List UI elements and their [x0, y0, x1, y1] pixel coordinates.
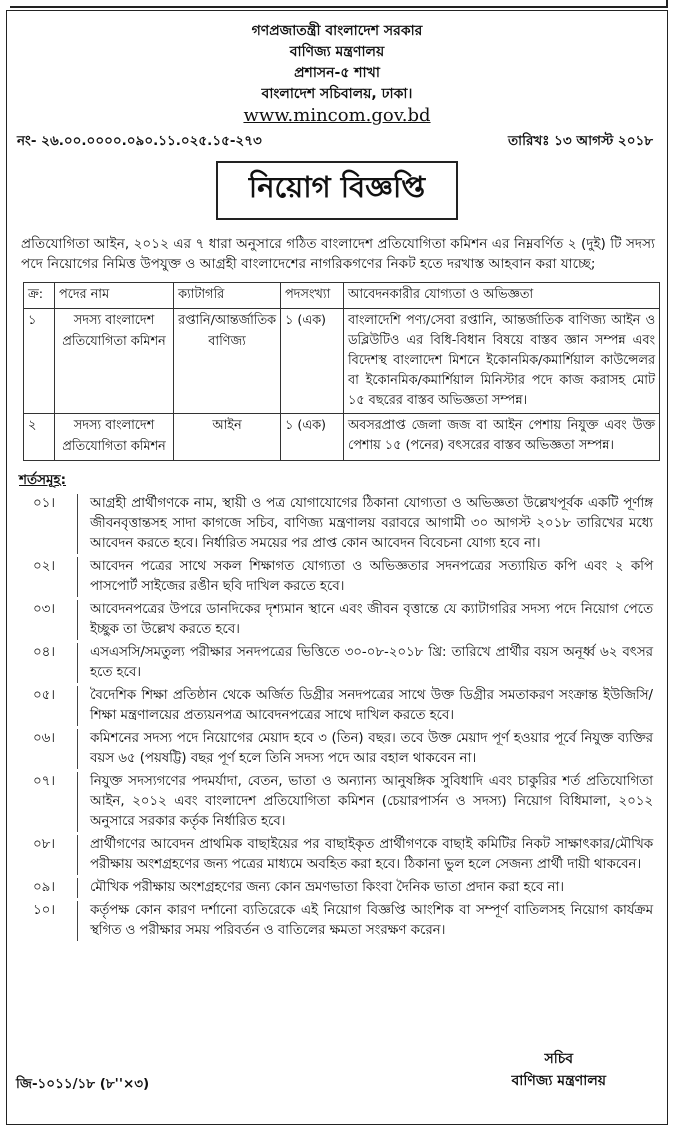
- table-row: [24, 414, 660, 461]
- condition-text: নিযুক্ত সদস্যগণের পদমর্যাদা, বেতন, ভাতা ও অন্যান্য আনুষঙ্গিক সুবিধাদি এবং চাকুরির শর্ত প্রতিযোগিতা আইন, ২০১২ এবং বাংলাদেশ প্রতিযোগিতা কমিশন (চেয়ারপার্সন ও সদস্য) নিয়োগ বিধিমালা, ২০১২ অনুসারে সরকার কর্তৃক নির্ধারিত হবে।: [77, 772, 653, 832]
- office-address: বাংলাদেশ সচিবালয়, ঢাকা।: [261, 86, 413, 102]
- list-item: [19, 901, 653, 941]
- list-item: [19, 772, 653, 832]
- list-item: [19, 729, 653, 769]
- list-item: [19, 878, 653, 898]
- website-link[interactable]: www.mincom.gov.bd: [243, 105, 431, 126]
- row-post: সদস্য বাংলাদেশ প্রতিযোগিতা কমিশন: [55, 309, 174, 414]
- list-item: [19, 686, 653, 726]
- ministry-name: বাণিজ্য মন্ত্রণালয়: [289, 44, 385, 60]
- row-post: সদস্য বাংলাদেশ প্রতিযোগিতা কমিশন: [55, 414, 174, 461]
- row-count: ১ (এক): [281, 309, 344, 414]
- col-qualification: আবেদনকারীর যোগ্যতা ও অভিজ্ঞতা: [344, 283, 660, 309]
- letterhead: [7, 21, 667, 126]
- signatory-title: সচিব: [544, 1051, 574, 1067]
- condition-number: ০১।: [33, 496, 56, 511]
- col-post: পদের নাম: [55, 283, 174, 309]
- list-item: [19, 557, 653, 597]
- condition-text: কর্তৃপক্ষ কোন কারণ দর্শানো ব্যতিরেকে এই নিয়োগ বিজ্ঞপ্তি আংশিক বা সম্পূর্ণ বাতিলসহ নিয়োগ কার্যক্রম স্থগিত ও পরীক্ষার সময় পরিবর্তন ও বাতিলের ক্ষমতা সংরক্ষণ করেন।: [77, 901, 653, 941]
- reference-row: [7, 130, 667, 153]
- condition-text: মৌখিক পরীক্ষায় অংশগ্রহণের জন্য কোন ভ্রমণভাতা কিংবা দৈনিক ভাতা প্রদান করা হবে না।: [77, 878, 653, 898]
- row-qualification: অবসরপ্রাপ্ত জেলা জজ বা আইন পেশায় নিযুক্ত এবং উক্ত পেশায় ১৫ (পনের) বৎসরের বাস্তব অভিজ্ঞতা সম্পন্ন।: [344, 414, 660, 461]
- memo-number: নং- ২৬.০০.০০০০.০৯০.১১.০২৫.১৫-২৭৩: [17, 133, 262, 149]
- condition-number: ০৩।: [33, 602, 56, 617]
- row-count: ১ (এক): [281, 414, 344, 461]
- govt-name: গণপ্রজাতন্ত্রী বাংলাদেশ সরকার: [251, 23, 423, 39]
- condition-number: ০২।: [33, 559, 56, 574]
- condition-text: প্রার্থীগণের আবেদন প্রাথমিক বাছাইয়ের পর বাছাইকৃত প্রার্থীগণকে বাছাই কমিটির নিকট সাক্ষাৎকার/মৌখিক পরীক্ষায় অংশগ্রহণের জন্য পত্রের মাধ্যমে অবহিত করা হবে। ঠিকানা ভুল হলে সেজন্য প্রার্থী দায়ী থাকবেন।: [77, 835, 653, 875]
- condition-text: কমিশনের সদস্য পদে নিয়োগের মেয়াদ হবে ৩ (তিন) বছর। তবে উক্ত মেয়াদ পূর্ণ হওয়ার পূর্বে নিযুক্ত ব্যক্তির বয়স ৬৫ (পয়ষট্টি) বছর পূর্ণ হলে তিনি সদস্য পদে আর বহাল থাকবেন না।: [77, 729, 653, 769]
- notice-frame: [6, 10, 668, 1125]
- list-item: [19, 494, 653, 554]
- table-header-row: [24, 283, 660, 309]
- row-qualification: বাংলাদেশি পণ্য/সেবা রপ্তানি, আন্তর্জাতিক বাণিজ্য আইন ও ডব্লিউটিও এর বিধি-বিধান বিষয়ে বাস্তব জ্ঞান সম্পন্ন এবং বিদেশস্থ বাংলাদেশ মিশনে ইকোনমিক/কমার্শিয়াল কাউন্সেলর বা ইকোনমিক/কমার্শিয়াল মিনিস্টার পদে কাজ করাসহ মোট ১৫ বছরের বাস্তব অভিজ্ঞতা সম্পন্ন।: [344, 309, 660, 414]
- col-no: ক্র:: [24, 283, 55, 309]
- condition-number: ০৮।: [33, 837, 56, 852]
- condition-text: আবেদন পত্রের সাথে সকল শিক্ষাগত যোগ্যতা ও অভিজ্ঞতার সদনপত্রের সত্যায়িত কপি এবং ২ কপি পাসপোর্ট সাইজের রঙীন ছবি দাখিল করতে হবে।: [77, 557, 653, 597]
- condition-number: ০৪।: [33, 645, 56, 660]
- notice-title: নিয়োগ বিজ্ঞপ্তি: [216, 161, 458, 220]
- branch-name: প্রশাসন-৫ শাখা: [294, 65, 380, 81]
- condition-text: আগ্রহী প্রার্থীগণকে নাম, স্থায়ী ও পত্র যোগাযোগের ঠিকানা যোগ্যতা ও অভিজ্ঞতা উল্লেখপূর্বক একটি পূর্ণাঙ্গ জীবনবৃত্তান্তসহ সাদা কাগজে সচিব, বাণিজ্য মন্ত্রণালয় বরাবরে আগামী ৩০ আগস্ট ২০১৮ তারিখের মধ্যে আবেদন করতে হবে। নির্ধারিত সময়ের পর প্রাপ্ত কোন আবেদন বিবেচনা যোগ্য হবে না।: [77, 494, 653, 554]
- posts-table: [23, 282, 660, 461]
- signatory-ministry: বাণিজ্য মন্ত্রণালয়: [511, 1073, 606, 1089]
- condition-number: ১০।: [33, 903, 56, 918]
- condition-number: ০৭।: [33, 774, 56, 789]
- condition-text: আবেদনপত্রের উপরে ডানদিকের দৃশ্যমান স্থানে এবং জীবন বৃত্তান্তে যে ক্যাটাগরির সদস্য পদে নিয়োগ পেতে ইচ্ছুক তা উল্লেখ করতে হবে।: [77, 600, 653, 640]
- row-category: আইন: [174, 414, 281, 461]
- footer-code: জি-১০১১/১৮ (৮''×৩): [16, 1076, 150, 1092]
- list-item: [19, 600, 653, 640]
- intro-paragraph: প্রতিযোগিতা আইন, ২০১২ এর ৭ ধারা অনুসারে গঠিত বাংলাদেশ প্রতিযোগিতা কমিশন এর নিম্নবর্ণিত ২ (দুই) টি সদস্য পদে নিয়োগের নিমিত্ত উপযুক্ত ও আগ্রহী বাংলাদেশের নাগরিকগণের নিকট হতে দরখাস্ত আহবান করা যাচ্ছে;: [21, 236, 655, 272]
- col-category: ক্যাটাগরি: [174, 283, 281, 309]
- row-no: ১: [24, 309, 55, 414]
- conditions-heading: শর্তসমূহ:: [19, 472, 67, 488]
- condition-number: ০৬।: [33, 731, 56, 746]
- col-count: পদসংখ্যা: [281, 283, 344, 309]
- condition-number: ০৯।: [33, 880, 56, 895]
- row-category: রপ্তানি/আন্তর্জাতিক বাণিজ্য: [174, 309, 281, 414]
- list-item: [19, 643, 653, 683]
- notice-date: তারিখঃ ১৩ আগস্ট ২০১৮: [508, 133, 653, 149]
- condition-text: এসএসসি/সমতুল্য পরীক্ষার সনদপত্রের ভিত্তিতে ৩০-০৮-২০১৮ খ্রি: তারিখে প্রার্থীর বয়স অনূর্ধ্ব ৬২ বৎসর হতে হবে।: [77, 643, 653, 683]
- condition-number: ০৫।: [33, 688, 56, 703]
- signature-block: [512, 1048, 606, 1092]
- list-item: [19, 835, 653, 875]
- conditions-list: [19, 494, 653, 941]
- top-border: [0, 0, 690, 8]
- row-no: ২: [24, 414, 55, 461]
- condition-text: বৈদেশিক শিক্ষা প্রতিষ্ঠান থেকে অর্জিত ডিগ্রীর সনদপত্রের সাথে উক্ত ডিগ্রীর সমতাকরণ সংক্রান্ত ইউজিসি/শিক্ষা মন্ত্রণালয়ের প্রত্যয়নপত্র আবেদনপত্রের সাথে দাখিল করতে হবে।: [77, 686, 653, 726]
- table-row: [24, 309, 660, 414]
